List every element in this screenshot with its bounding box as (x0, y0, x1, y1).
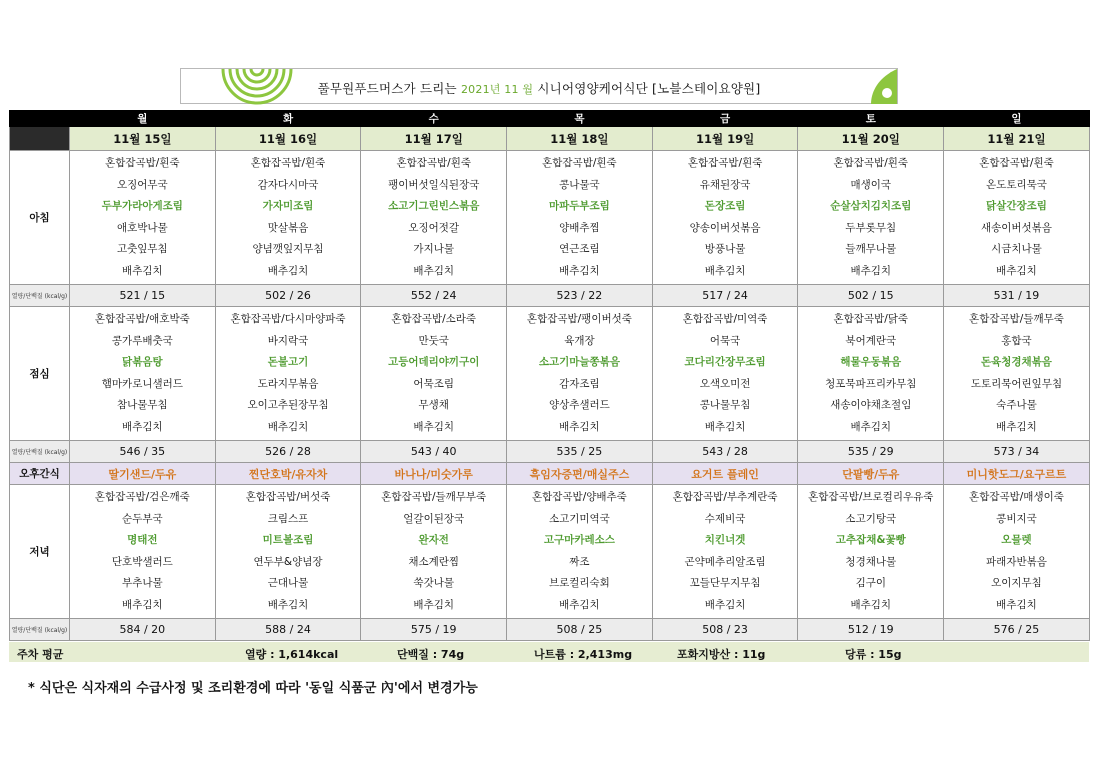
dish-item: 배추김치 (559, 420, 600, 433)
dish-item: 배추김치 (996, 420, 1037, 433)
main-dish: 돈장조림 (704, 200, 746, 213)
dish-item: 혼합잡곡밥/매생이죽 (969, 491, 1064, 504)
day-of-week: 화 (215, 111, 361, 127)
dish-item: 도라지무볶음 (257, 377, 319, 390)
dish-item: 소고기탕국 (845, 512, 897, 525)
main-dish: 순살삼치김치조림 (830, 200, 912, 213)
dish-item: 혼합잡곡밥/애호박죽 (94, 313, 190, 326)
dish-item: 양배추찜 (559, 221, 600, 234)
menu-banner (180, 68, 898, 104)
dish-item: 배추김치 (996, 598, 1037, 611)
nutrition-value: 531 / 19 (944, 285, 1090, 307)
dish-item: 짜조 (569, 555, 590, 568)
summary-protein: 단백질 : 74g (397, 648, 465, 661)
menu-date: 11월 15일 (70, 127, 216, 151)
nutrition-value: 546 / 35 (70, 441, 216, 463)
dish-item: 오징어젓갈 (408, 221, 460, 234)
summary-saturated-fat: 포화지방산 : 11g (677, 648, 766, 661)
main-dish: 고등어데리야끼구이 (388, 356, 480, 369)
dish-item: 오징어무국 (116, 178, 168, 191)
dish-item: 혼합잡곡밥/들깨무부죽 (381, 491, 487, 504)
daily-dishes (361, 307, 507, 441)
dish-item: 배추김치 (704, 598, 746, 611)
snack-item: 흑임자증편/매실주스 (507, 463, 653, 485)
dish-item: 혼합잡곡밥/브로컬리우유죽 (808, 491, 934, 504)
dish-item: 혼합잡곡밥/들깨무죽 (969, 313, 1064, 326)
dish-item: 새송이야채초절임 (830, 399, 912, 412)
dish-item: 혼합잡곡밥/미역죽 (682, 313, 768, 326)
dish-item: 혼합잡곡밥/흰죽 (979, 157, 1054, 170)
dish-item: 혼합잡곡밥/버섯죽 (245, 491, 331, 504)
daily-dishes (215, 485, 361, 619)
summary-sodium: 나트륨 : 2,413mg (534, 648, 633, 661)
dish-item: 두부롯무침 (845, 221, 897, 234)
meal-label: 저녁 (10, 485, 70, 619)
nutrition-value: 502 / 15 (798, 285, 944, 307)
nutrition-value: 517 / 24 (652, 285, 798, 307)
daily-dishes (944, 307, 1090, 441)
header-corner (10, 111, 70, 127)
daily-dishes (215, 307, 361, 441)
dish-item: 배추김치 (704, 420, 746, 433)
weekly-average-summary (9, 642, 1089, 662)
day-of-week: 수 (361, 111, 507, 127)
dish-item: 배추김치 (122, 264, 163, 277)
day-header-row (10, 111, 1090, 127)
nutrition-label: 열량/단백질 (kcal/g) (10, 441, 70, 463)
daily-dishes (798, 307, 944, 441)
dish-item: 방풍나물 (704, 243, 746, 256)
dish-item: 배추김치 (413, 264, 454, 277)
dish-item: 파래자반볶음 (986, 555, 1047, 568)
dish-item: 소고기미역국 (548, 512, 610, 525)
dish-item: 홍합국 (1001, 334, 1032, 347)
nutrition-value: 552 / 24 (361, 285, 507, 307)
main-dish: 해물우동볶음 (840, 356, 902, 369)
daily-dishes (70, 307, 216, 441)
dish-item: 청경채나물 (845, 555, 897, 568)
daily-dishes (215, 151, 361, 285)
nutrition-value: 508 / 23 (652, 619, 798, 641)
nutrition-value: 584 / 20 (70, 619, 216, 641)
main-dish: 고구마카레소스 (543, 534, 615, 547)
daily-dishes (944, 151, 1090, 285)
nutrition-value: 543 / 40 (361, 441, 507, 463)
nutrition-value: 523 / 22 (507, 285, 653, 307)
meal-row (10, 151, 1090, 285)
day-of-week: 토 (798, 111, 944, 127)
dish-item: 감자조림 (559, 377, 600, 390)
dish-item: 가지나물 (413, 243, 454, 256)
dish-item: 혼합잡곡밥/다시마양파죽 (230, 313, 346, 326)
day-of-week: 금 (652, 111, 798, 127)
dish-item: 숙주나물 (996, 399, 1037, 412)
dish-item: 혼합잡곡밥/흰죽 (105, 157, 180, 170)
dish-item: 배추김치 (413, 420, 454, 433)
dish-item: 배추김치 (559, 598, 600, 611)
daily-dishes (70, 151, 216, 285)
corner-leaf-icon (867, 69, 897, 104)
dish-item: 오색오미전 (699, 377, 751, 390)
dish-item: 양상추샐러드 (548, 399, 610, 412)
main-dish: 코다리간장무조림 (684, 356, 766, 369)
dish-item: 혼합잡곡밥/부추계란죽 (672, 491, 778, 504)
daily-dishes (798, 485, 944, 619)
dish-item: 만둣국 (418, 334, 449, 347)
dish-item: 혼합잡곡밥/흰죽 (250, 157, 326, 170)
summary-sugar: 당류 : 15g (845, 648, 902, 661)
snack-item: 요거트 플레인 (652, 463, 798, 485)
main-dish: 돈육청경채볶음 (980, 356, 1052, 369)
menu-title: 풀무원푸드머스가 드리는 2021년 11 월 시니어영양케어식단 [노블스테이요양원] (317, 81, 761, 96)
nutrition-value: 526 / 28 (215, 441, 361, 463)
dish-item: 콩나물무침 (699, 399, 751, 412)
dish-item: 맛살볶음 (267, 221, 309, 234)
snack-item: 찐단호박/유자차 (215, 463, 361, 485)
dish-item: 고춧잎무침 (116, 243, 168, 256)
menu-date: 11월 17일 (361, 127, 507, 151)
dish-item: 배추김치 (850, 420, 892, 433)
nutrition-value: 576 / 25 (944, 619, 1090, 641)
meal-row (10, 485, 1090, 619)
nutrition-value: 521 / 15 (70, 285, 216, 307)
daily-dishes (507, 151, 653, 285)
dish-item: 배추김치 (704, 264, 746, 277)
dish-item: 양송이버섯볶음 (689, 221, 761, 234)
dish-item: 배추김치 (267, 598, 309, 611)
main-dish: 돈불고기 (267, 356, 309, 369)
dish-item: 오이고추된장무침 (247, 399, 329, 412)
dish-item: 육개장 (564, 334, 595, 347)
daily-dishes (652, 485, 798, 619)
nutrition-value: 575 / 19 (361, 619, 507, 641)
nutrition-value: 512 / 19 (798, 619, 944, 641)
dish-item: 무생채 (418, 399, 449, 412)
menu-date: 11월 18일 (507, 127, 653, 151)
date-corner (10, 127, 70, 151)
main-dish: 미트볼조림 (262, 534, 314, 547)
menu-date: 11월 21일 (944, 127, 1090, 151)
snack-label: 오후간식 (10, 463, 70, 485)
main-dish: 소고기그린빈스볶음 (388, 200, 480, 213)
dish-item: 감자다시마국 (257, 178, 319, 191)
nutrition-value: 543 / 28 (652, 441, 798, 463)
dish-item: 오이지무침 (991, 577, 1042, 590)
day-of-week: 월 (70, 111, 216, 127)
dish-item: 혼합잡곡밥/양배추죽 (531, 491, 627, 504)
daily-dishes (798, 151, 944, 285)
dish-item: 배추김치 (122, 420, 163, 433)
dish-item: 배추김치 (413, 598, 454, 611)
dish-item: 콩가루배춧국 (111, 334, 173, 347)
dish-item: 바지락국 (267, 334, 309, 347)
dish-item: 어묵조림 (413, 377, 454, 390)
main-dish: 닭살간장조림 (986, 200, 1047, 213)
dish-item: 수제비국 (704, 512, 746, 525)
dish-item: 들깨무나물 (845, 243, 897, 256)
main-dish: 닭볶음탕 (122, 356, 163, 369)
dish-item: 브로컬리숙회 (548, 577, 610, 590)
dish-item: 양념깻잎지무침 (252, 243, 324, 256)
nutrition-row (10, 619, 1090, 641)
dish-item: 꼬들단무지무침 (689, 577, 761, 590)
daily-dishes (652, 151, 798, 285)
menu-date: 11월 16일 (215, 127, 361, 151)
nutrition-label: 열량/단백질 (kcal/g) (10, 619, 70, 641)
summary-label: 주차 평균 (17, 648, 64, 661)
dish-item: 팽이버섯일식된장국 (388, 178, 480, 191)
nutrition-value: 502 / 26 (215, 285, 361, 307)
dish-item: 채소계란찜 (408, 555, 460, 568)
menu-date: 11월 19일 (652, 127, 798, 151)
dish-item: 매생이국 (850, 178, 892, 191)
main-dish: 가자미조림 (262, 200, 314, 213)
dish-item: 혼합잡곡밥/흰죽 (833, 157, 909, 170)
meal-row (10, 307, 1090, 441)
dish-item: 크림스프 (267, 512, 309, 525)
dish-item: 북어계란국 (845, 334, 897, 347)
date-header-row (10, 127, 1090, 151)
nutrition-value: 588 / 24 (215, 619, 361, 641)
dish-item: 연근조림 (559, 243, 600, 256)
dish-item: 혼합잡곡밥/흰죽 (542, 157, 617, 170)
dish-item: 혼합잡곡밥/소라죽 (391, 313, 477, 326)
nutrition-label: 열량/단백질 (kcal/g) (10, 285, 70, 307)
snack-item: 단팥빵/두유 (798, 463, 944, 485)
dish-item: 배추김치 (996, 264, 1037, 277)
daily-dishes (70, 485, 216, 619)
dish-item: 온도토리묵국 (986, 178, 1047, 191)
nutrition-value: 535 / 25 (507, 441, 653, 463)
summary-energy: 열량 : 1,614kcal (245, 648, 339, 661)
main-dish: 오믈렛 (1001, 534, 1032, 547)
snack-item: 딸기샌드/두유 (70, 463, 216, 485)
dish-item: 배추김치 (850, 598, 892, 611)
dish-item: 도토리묵어린잎무침 (970, 377, 1063, 390)
dish-item: 연두부&양념장 (253, 555, 323, 568)
meal-label: 점심 (10, 307, 70, 441)
dish-item: 얼갈이된장국 (403, 512, 465, 525)
main-dish: 두부가라아게조림 (101, 200, 183, 213)
dish-item: 혼합잡곡밥/흰죽 (396, 157, 471, 170)
dish-item: 배추김치 (267, 264, 309, 277)
main-dish: 완자전 (418, 534, 449, 547)
dish-item: 햄마카로니샐러드 (101, 377, 183, 390)
dish-item: 새송이버섯볶음 (980, 221, 1052, 234)
nutrition-row (10, 285, 1090, 307)
dish-item: 참나물무침 (116, 399, 168, 412)
daily-dishes (361, 485, 507, 619)
snack-row (10, 463, 1090, 485)
dish-item: 김구이 (855, 577, 886, 590)
main-dish: 마파두부조림 (548, 200, 610, 213)
main-dish: 치킨너겟 (704, 534, 746, 547)
main-dish: 소고기마늘쫑볶음 (538, 356, 620, 369)
dish-item: 혼합잡곡밥/흰죽 (687, 157, 763, 170)
nutrition-row (10, 441, 1090, 463)
day-of-week: 일 (944, 111, 1090, 127)
nutrition-value: 573 / 34 (944, 441, 1090, 463)
daily-dishes (507, 307, 653, 441)
snack-item: 미니핫도그/요구르트 (944, 463, 1090, 485)
daily-dishes (944, 485, 1090, 619)
menu-date: 11월 20일 (798, 127, 944, 151)
daily-dishes (361, 151, 507, 285)
meal-label: 아침 (10, 151, 70, 285)
dish-item: 배추김치 (122, 598, 163, 611)
dish-item: 콩나물국 (559, 178, 600, 191)
dish-item: 유채된장국 (699, 178, 751, 191)
snack-item: 바나나/미숫가루 (361, 463, 507, 485)
day-of-week: 목 (507, 111, 653, 127)
dish-item: 콩비지국 (996, 512, 1037, 525)
weekly-menu-table (9, 110, 1090, 641)
dish-item: 시금치나물 (991, 243, 1042, 256)
dish-item: 배추김치 (559, 264, 600, 277)
nutrition-value: 508 / 25 (507, 619, 653, 641)
dish-item: 순두부국 (122, 512, 163, 525)
dish-item: 배추김치 (850, 264, 892, 277)
dish-item: 혼합잡곡밥/닭죽 (833, 313, 909, 326)
dish-item: 혼합잡곡밥/팽이버섯죽 (526, 313, 632, 326)
dish-item: 혼합잡곡밥/검은깨죽 (94, 491, 190, 504)
dish-item: 청포묵파프리카무침 (825, 377, 917, 390)
nutrition-value: 535 / 29 (798, 441, 944, 463)
dish-item: 단호박샐러드 (111, 555, 173, 568)
dish-item: 곤약메추리알조림 (684, 555, 766, 568)
menu-change-note: * 식단은 식자재의 수급사정 및 조리환경에 따라 '동일 식품군 內'에서 변경가능 (28, 681, 478, 696)
dish-item: 어묵국 (709, 334, 741, 347)
daily-dishes (507, 485, 653, 619)
dish-item: 쑥갓나물 (413, 577, 454, 590)
main-dish: 고추잡채&꽃빵 (835, 534, 906, 547)
main-dish: 명태전 (127, 534, 158, 547)
dish-item: 부추나물 (122, 577, 163, 590)
daily-dishes (652, 307, 798, 441)
dish-item: 근대나물 (267, 577, 309, 590)
dish-item: 배추김치 (267, 420, 309, 433)
dish-item: 애호박나물 (116, 221, 168, 234)
